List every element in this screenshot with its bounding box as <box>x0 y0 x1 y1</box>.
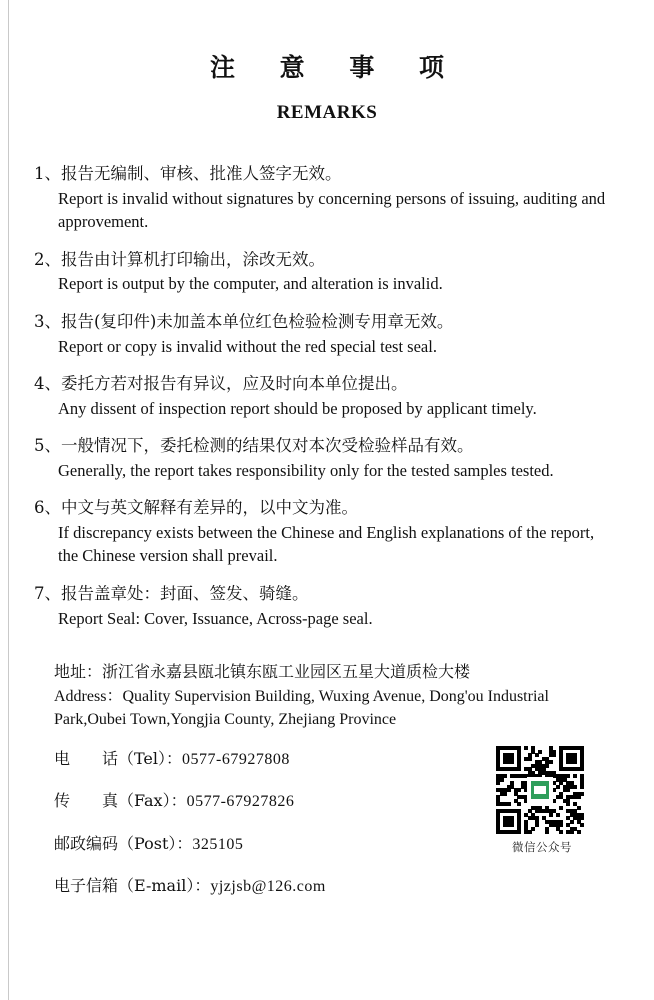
contact-row-email <box>54 874 454 898</box>
remark-text-en: Generally, the report takes responsibility only for the tested samples tested. <box>58 460 554 480</box>
remark-item <box>34 496 624 568</box>
contact-value: 325105 <box>192 835 244 853</box>
binding-rule <box>8 0 9 1000</box>
remark-text-en: Report or copy is invalid without the red special test seal. <box>58 336 437 356</box>
remark-text-en: If discrepancy exists between the Chinese and English explanations of the report, the Chinese version shall prevail. <box>58 523 595 566</box>
remark-text-cn: 5、一般情况下，委托检测的结果仅对本次受检验样品有效。 <box>34 436 474 456</box>
remark-text-cn: 1、报告无编制、审核、批准人签字无效。 <box>34 164 342 183</box>
contact-row-post <box>54 832 454 856</box>
address-en: Address：Quality Supervision Building, Wuxing Avenue, Dong'ou Industrial Park,Oubei Town,Yongjia County, Zhejiang Province <box>54 687 549 729</box>
remarks-list <box>30 162 624 630</box>
remark-text-en: Report Seal: Cover, Issuance, Across-page seal. <box>58 608 373 628</box>
contact-label: 电 话（Tel）： <box>54 749 183 769</box>
contact-value: yjzjsb@126.com <box>210 877 326 895</box>
contact-value: 0577-67927808 <box>182 751 290 769</box>
contact-row-tel <box>54 747 454 771</box>
remark-text-cn: 3、报告(复印件)未加盖本单位红色检验检测专用章无效。 <box>34 311 454 331</box>
qr-code-icon <box>496 746 584 834</box>
page-content <box>30 0 624 1000</box>
remark-text-en: Any dissent of inspection report should be proposed by applicant timely. <box>58 398 537 418</box>
remark-item <box>34 582 624 630</box>
page-title-cn: 注 意 事 项 <box>209 53 463 82</box>
remark-item <box>34 310 624 358</box>
contact-label: 电子信箱（E-mail）： <box>54 875 211 895</box>
remark-text-cn: 4、委托方若对报告有异议，应及时向本单位提出。 <box>34 373 408 393</box>
contact-label: 邮政编码（Post）： <box>54 833 193 853</box>
qr-caption: 微信公众号 <box>512 840 572 855</box>
remark-item <box>34 248 624 296</box>
address-cn: 地址：浙江省永嘉县瓯北镇东瓯工业园区五星大道质检大楼 <box>54 662 471 682</box>
remark-item <box>34 372 624 420</box>
contact-list <box>54 747 454 898</box>
remark-text-cn: 2、报告由计算机打印输出，涂改无效。 <box>34 249 325 269</box>
wechat-qr-block <box>496 746 588 855</box>
remark-item <box>34 434 624 482</box>
contact-value: 0577-67927826 <box>186 793 295 811</box>
remark-item <box>34 162 624 234</box>
remark-text-cn: 7、报告盖章处：封面、签发、骑缝。 <box>34 583 309 603</box>
page-title-en: REMARKS <box>276 102 378 123</box>
contact-row-fax <box>54 789 454 813</box>
remark-text-cn: 6、中文与英文解释有差异的，以中文为准。 <box>34 498 358 518</box>
contact-label: 传 真（Fax）： <box>54 791 187 811</box>
remark-text-en: Report is invalid without signatures by concerning persons of issuing, auditing and approvement. <box>58 188 606 232</box>
footer-contact-block <box>30 660 624 898</box>
remark-text-en: Report is output by the computer, and alteration is invalid. <box>58 274 443 294</box>
